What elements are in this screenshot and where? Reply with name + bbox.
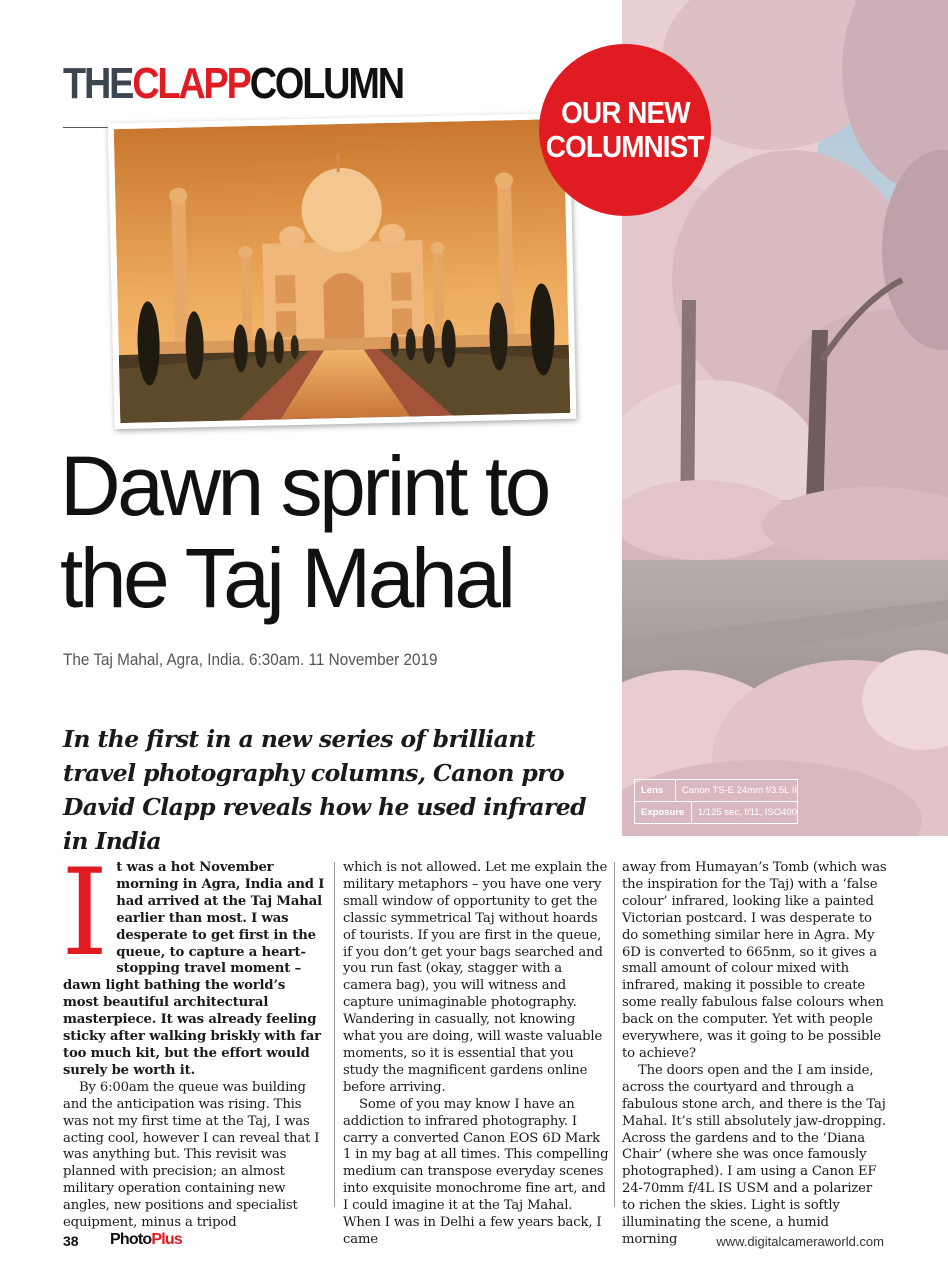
column-title-part-3: COLUMN: [249, 59, 403, 108]
logo-part-1: Photo: [110, 1231, 152, 1248]
column-title-part-2: CLAPP: [132, 59, 250, 108]
logo-part-2: Plus: [151, 1231, 182, 1248]
spec-lens-value: Canon TS-E 24mm f/3.5L II: [681, 785, 797, 796]
badge-line-1: OUR NEW: [560, 95, 690, 130]
body-paragraph-4: away from Humayan’s Tomb (which was the inspiration for the Taj) with a ‘false colour’ infrared, looking like a painted Victorian postcard. I was desperate to do something similar here in Agra. My 6D is converted to 665nm, so it gives a small amount of colour mixed with infrared, making it possible to create some really fabulous false colours when back on the computer. Yet with people everywhere, was it going to be possible to achieve?: [622, 860, 887, 1061]
body-column-2: [343, 860, 609, 1249]
column-title-part-1: THE: [63, 59, 133, 108]
standfirst-author: David Clapp: [63, 793, 215, 821]
article-headline: [60, 440, 620, 624]
lead-text: t was a hot November morning in Agra, India and I had arrived at the Taj Mahal earlier than most. I was desperate to get first in the queue, to capture a heart-stopping travel moment – dawn light bathing the world’s most beautiful architectural masterpiece. It was already feeling sticky after walking briskly with far too much kit, but the effort would surely be worth it.: [63, 860, 325, 1078]
body-paragraph-1: By 6:00am the queue was building and the anticipation was rising. This was not my first time at the Taj, I was acting cool, however I can reveal that I was anything but. This revisit was planned with precision; an almost military operation containing new angles, new positions and specialist equipment, minus a tripod: [63, 1079, 320, 1231]
lead-paragraph: [61, 844, 325, 1080]
exif-spec-box: [634, 779, 798, 824]
magazine-logo: [110, 1231, 182, 1249]
website-link[interactable]: www.digitalcameraworld.com: [716, 1234, 884, 1249]
standfirst-part-1: In the first in a new series of brilliant travel photography columns, Canon pro: [63, 725, 565, 787]
body-paragraph-2: which is not allowed. Let me explain the military metaphors – you have one very small window of opportunity to get the classic symmetrical Taj without hoards of tourists. If you are first in the queue, if you don’t get your bags searched and you run fast (okay, stagger with a camera bag), you will witness and capture unimaginable photography. Wandering in casually, not knowing what you are doing, will waste valuable moments, so it is essential that you study the magnificent gardens online before arriving.: [343, 860, 608, 1095]
new-columnist-badge: [539, 44, 711, 216]
body-column-1: [61, 844, 325, 1232]
headline-line-1: Dawn sprint to: [60, 439, 548, 533]
body-column-3: [622, 860, 888, 1249]
column-divider-2: [614, 862, 615, 1207]
drop-cap: I: [61, 844, 109, 983]
spec-lens-label: Lens: [635, 780, 676, 801]
spec-exposure-label: Exposure: [635, 802, 692, 823]
dateline: The Taj Mahal, Agra, India. 6:30am. 11 November 2019: [63, 650, 438, 669]
body-paragraph-5: The doors open and the I am inside, across the courtyard and through a fabulous stone arch, and there is the Taj Mahal. It’s still absolutely jaw-dropping. Across the gardens and to the ‘Diana Chair’ (where she was once famously photographed). I am using a Canon EF 24-70mm f/4L IS USM and a polarizer to richen the skies. Light is softly illuminating the scene, a humid morning: [622, 1062, 886, 1247]
badge-line-2: COLUMNIST: [546, 129, 704, 164]
spec-exposure-value: 1/125 sec, f/11, ISO400: [697, 807, 797, 818]
standfirst-part-2: reveals how he used infrared in India: [63, 793, 586, 855]
column-title: [63, 58, 403, 110]
page-number: 38: [63, 1233, 79, 1249]
taj-mahal-photo: [108, 113, 577, 429]
headline-line-2: the Taj Mahal: [60, 531, 513, 625]
standfirst: [63, 722, 593, 858]
column-divider-1: [334, 862, 335, 1207]
spec-row-exposure: [635, 801, 797, 823]
spec-row-lens: [635, 780, 797, 801]
body-paragraph-3: Some of you may know I have an addiction to infrared photography. I carry a converted Canon EOS 6D Mark 1 in my bag at all times. This compelling medium can transpose everyday scenes into exquisite monochrome fine art, and I could imagine it at the Taj Mahal. When I was in Delhi a few years back, I came: [343, 1096, 609, 1247]
